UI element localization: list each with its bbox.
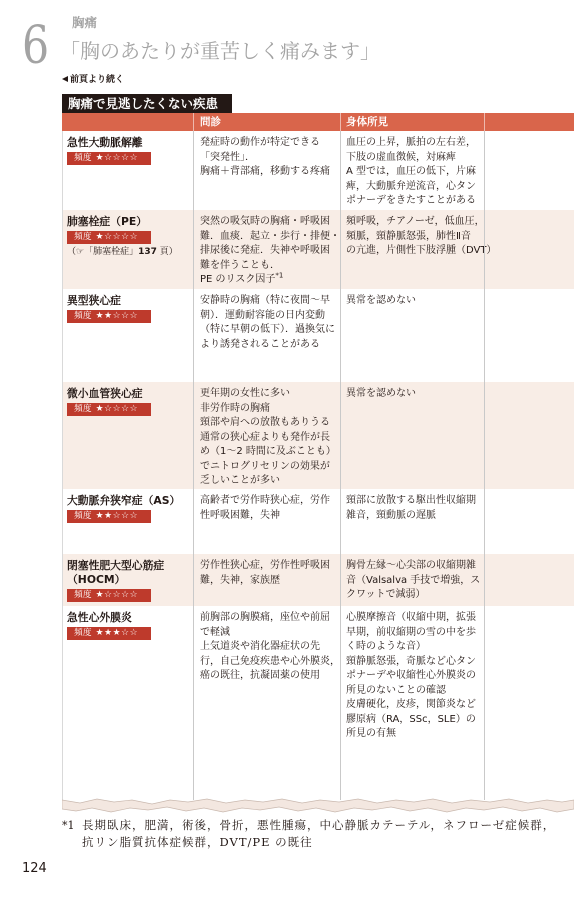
frequency-label: 頻度: [74, 311, 92, 321]
blank-cell: [484, 131, 574, 210]
table-row: [62, 382, 574, 489]
blank-cell: [484, 382, 574, 489]
inquiry-text: 労作性狭心症，労作性呼吸困 難，失神，家族歴: [200, 560, 330, 586]
disease-cell: [62, 554, 193, 606]
star-empty-icon: ☆: [121, 628, 130, 638]
findings-text: 胸骨左縁〜心尖部の収縮期雑 音（Valsalva 手技で増強，ス クワットで減弱）: [346, 560, 481, 600]
frequency-stars: [96, 403, 139, 416]
disease-cell: [62, 606, 193, 800]
star-empty-icon: ☆: [104, 590, 113, 600]
frequency-badge: [67, 589, 151, 602]
frequency-label: 頻度: [74, 404, 92, 414]
inquiry-cell: [193, 210, 340, 289]
pointing-hand-icon: [76, 247, 84, 257]
chapter-number: 6: [22, 16, 50, 76]
inquiry-text: 突然の吸気時の胸痛・呼吸困 難．血痰．起立・歩行・排便・ 排尿後に発症．失神や呼吸困 難を伴うことも． PE のリスク因子: [200, 216, 340, 285]
footnote-ref: *1: [275, 271, 284, 280]
star-empty-icon: ☆: [129, 153, 139, 163]
inquiry-block: [200, 215, 340, 288]
frequency-label: 頻度: [74, 590, 92, 600]
inquiry-text: 安静時の胸痛（特に夜間〜早 朝）．運動耐容能の日内変動 （特に早朝の低下）．過換気に より誘発されることがある: [200, 295, 335, 350]
inquiry-text: 発症時の動作が特定できる 「突発性」． 胸痛＋背部痛，移動する疼痛: [200, 137, 330, 177]
disease-cell: [62, 382, 193, 489]
findings-cell: [340, 131, 484, 210]
header-blank: [484, 113, 574, 131]
frequency-stars: [96, 231, 139, 244]
table-row: [62, 554, 574, 606]
header-inquiry: 問診: [193, 113, 340, 131]
star-filled-icon: ★: [95, 590, 105, 600]
inquiry-cell: [193, 131, 340, 210]
star-empty-icon: ☆: [121, 404, 130, 414]
findings-text: 頸部に放散する駆出性収縮期 雑音，頸動脈の遅脈: [346, 495, 476, 521]
inquiry-text: 前胸部の胸膜痛，座位や前屈 で軽減 上気道炎や消化器症状の先 行，自己免疫疾患や心外膜炎， 癌の既往，抗凝固薬の使用: [200, 612, 340, 681]
frequency-label: 頻度: [74, 153, 92, 163]
inquiry-cell: [193, 289, 340, 382]
torn-edge: [62, 797, 574, 815]
star-empty-icon: ☆: [112, 232, 122, 242]
table-row: [62, 606, 574, 800]
header-findings: 身体所見: [340, 113, 484, 131]
star-empty-icon: ☆: [121, 590, 130, 600]
footnote-text: 長期臥床，肥満，術後，骨折，悪性腫瘍，中心静脈カテーテル，ネフローゼ症候群， 抗リン脂質抗体症候群，DVT/PE の既往: [82, 818, 556, 849]
star-filled-icon: ★: [104, 311, 113, 321]
page-reference: [67, 246, 193, 259]
inquiry-text: 高齢者で労作時狭心症，労作 性呼吸困難，失神: [200, 495, 330, 521]
table-row: [62, 210, 574, 289]
star-empty-icon: ☆: [129, 232, 139, 242]
disease-cell: [62, 489, 193, 554]
star-filled-icon: ★: [95, 311, 105, 321]
blank-cell: [484, 210, 574, 289]
frequency-label: 頻度: [74, 628, 92, 638]
star-filled-icon: ★: [112, 628, 122, 638]
disease-cell: [62, 210, 193, 289]
frequency-badge: [67, 627, 151, 640]
star-empty-icon: ☆: [104, 232, 113, 242]
findings-cell: [340, 289, 484, 382]
frequency-label: 頻度: [74, 511, 92, 521]
star-empty-icon: ☆: [104, 404, 113, 414]
frequency-badge: [67, 310, 151, 323]
disease-name: 異型狭心症: [67, 294, 121, 307]
table-body: [62, 131, 574, 800]
torn-paper-strip: [62, 799, 574, 812]
frequency-badge: [67, 403, 151, 416]
star-empty-icon: ☆: [129, 311, 139, 321]
star-empty-icon: ☆: [129, 404, 139, 414]
footnote-mark: *1: [62, 819, 75, 832]
frequency-label: 頻度: [74, 232, 92, 242]
table-row: [62, 489, 574, 554]
star-filled-icon: ★: [95, 511, 105, 521]
continued-text: 前頁より続く: [70, 75, 125, 85]
disease-cell: [62, 131, 193, 210]
inquiry-text: 更年期の女性に多い 非労作時の胸痛 頸部や肩への放散もありうる 通常の狭心症よりも発作が長 め（1〜2 時間に及ぶことも） でニトログリセリンの効果が 乏しいことが多い: [200, 388, 336, 486]
header-disease: [62, 113, 193, 131]
frequency-stars: [96, 152, 139, 165]
frequency-stars: [96, 627, 139, 640]
reference-title: 「肺塞栓症」: [84, 247, 139, 257]
star-empty-icon: ☆: [121, 232, 130, 242]
reference-open: （: [67, 247, 77, 257]
inquiry-cell: [193, 606, 340, 800]
frequency-badge: [67, 152, 151, 165]
inquiry-cell: [193, 382, 340, 489]
table-row: [62, 289, 574, 382]
star-empty-icon: ☆: [121, 153, 130, 163]
findings-cell: [340, 210, 497, 289]
findings-text: 心膜摩擦音（収縮中期，拡張 早期，前収縮期の雪の中を歩 く時のような音） 頸静脈怒張，奇脈など心タン ポナーデや収縮性心外膜炎の 所見のないことの確認 皮膚硬化，皮疹，関節炎など 膠原病（RA，SSc，SLE）の 所見の有無: [346, 612, 476, 739]
findings-cell: [340, 382, 484, 489]
table-header: [62, 113, 574, 131]
disease-name: 急性心外膜炎: [67, 611, 132, 624]
inquiry-cell: [193, 489, 340, 554]
page-title: 「胸のあたりが重苦しく痛みます」: [60, 39, 380, 63]
findings-text: 異常を認めない: [346, 388, 416, 399]
star-empty-icon: ☆: [129, 628, 139, 638]
disease-name: 微小血管狭心症: [67, 387, 143, 400]
star-empty-icon: ☆: [112, 590, 122, 600]
findings-text: 頻呼吸，チアノーゼ，低血圧， 頻脈，頸静脈怒張，肺性Ⅱ音 の亢進，片側性下肢浮腫（DVT）: [346, 216, 497, 256]
disease-cell: [62, 289, 193, 382]
star-empty-icon: ☆: [112, 511, 122, 521]
blank-cell: [484, 489, 574, 554]
continued-from-previous: [62, 75, 124, 86]
disease-name: 閉塞性肥大型心筋症 （HOCM）: [67, 559, 165, 586]
star-filled-icon: ★: [95, 628, 105, 638]
left-triangle-icon: [62, 76, 68, 82]
reference-page: 137: [138, 247, 157, 257]
chapter-category: 胸痛: [72, 15, 98, 30]
star-empty-icon: ☆: [112, 311, 122, 321]
star-empty-icon: ☆: [112, 153, 122, 163]
inquiry-cell: [193, 554, 340, 606]
star-empty-icon: ☆: [104, 153, 113, 163]
blank-cell: [484, 606, 574, 800]
findings-cell: [340, 489, 484, 554]
frequency-stars: [96, 310, 139, 323]
star-empty-icon: ☆: [129, 511, 139, 521]
table-row: [62, 131, 574, 210]
page-number: 124: [22, 861, 47, 876]
star-empty-icon: ☆: [121, 511, 130, 521]
star-empty-icon: ☆: [112, 404, 122, 414]
star-empty-icon: ☆: [129, 590, 139, 600]
disease-name: 肺塞栓症（PE）: [67, 215, 148, 228]
table-caption: 胸痛で見逃したくない疾患: [62, 94, 232, 113]
star-filled-icon: ★: [95, 404, 105, 414]
star-filled-icon: ★: [95, 153, 105, 163]
findings-cell: [340, 554, 484, 606]
frequency-badge: [67, 231, 151, 244]
blank-cell: [484, 554, 574, 606]
frequency-stars: [96, 510, 139, 523]
star-filled-icon: ★: [95, 232, 105, 242]
star-filled-icon: ★: [104, 511, 113, 521]
frequency-badge: [67, 510, 151, 523]
frequency-stars: [96, 589, 139, 602]
reference-close: 頁）: [156, 247, 178, 257]
findings-text: 血圧の上昇，脈拍の左右差， 下肢の虚血徴候，対麻痺 A 型では，血圧の低下，片麻 痺，大動脈弁逆流音，心タン ポナーデをきたすことがある: [346, 137, 477, 206]
disease-name: 急性大動脈解離: [67, 136, 143, 149]
findings-text: 異常を認めない: [346, 295, 416, 306]
blank-cell: [484, 289, 574, 382]
star-filled-icon: ★: [104, 628, 113, 638]
star-empty-icon: ☆: [121, 311, 130, 321]
findings-cell: [340, 606, 484, 800]
disease-name: 大動脈弁狭窄症（AS）: [67, 494, 181, 507]
